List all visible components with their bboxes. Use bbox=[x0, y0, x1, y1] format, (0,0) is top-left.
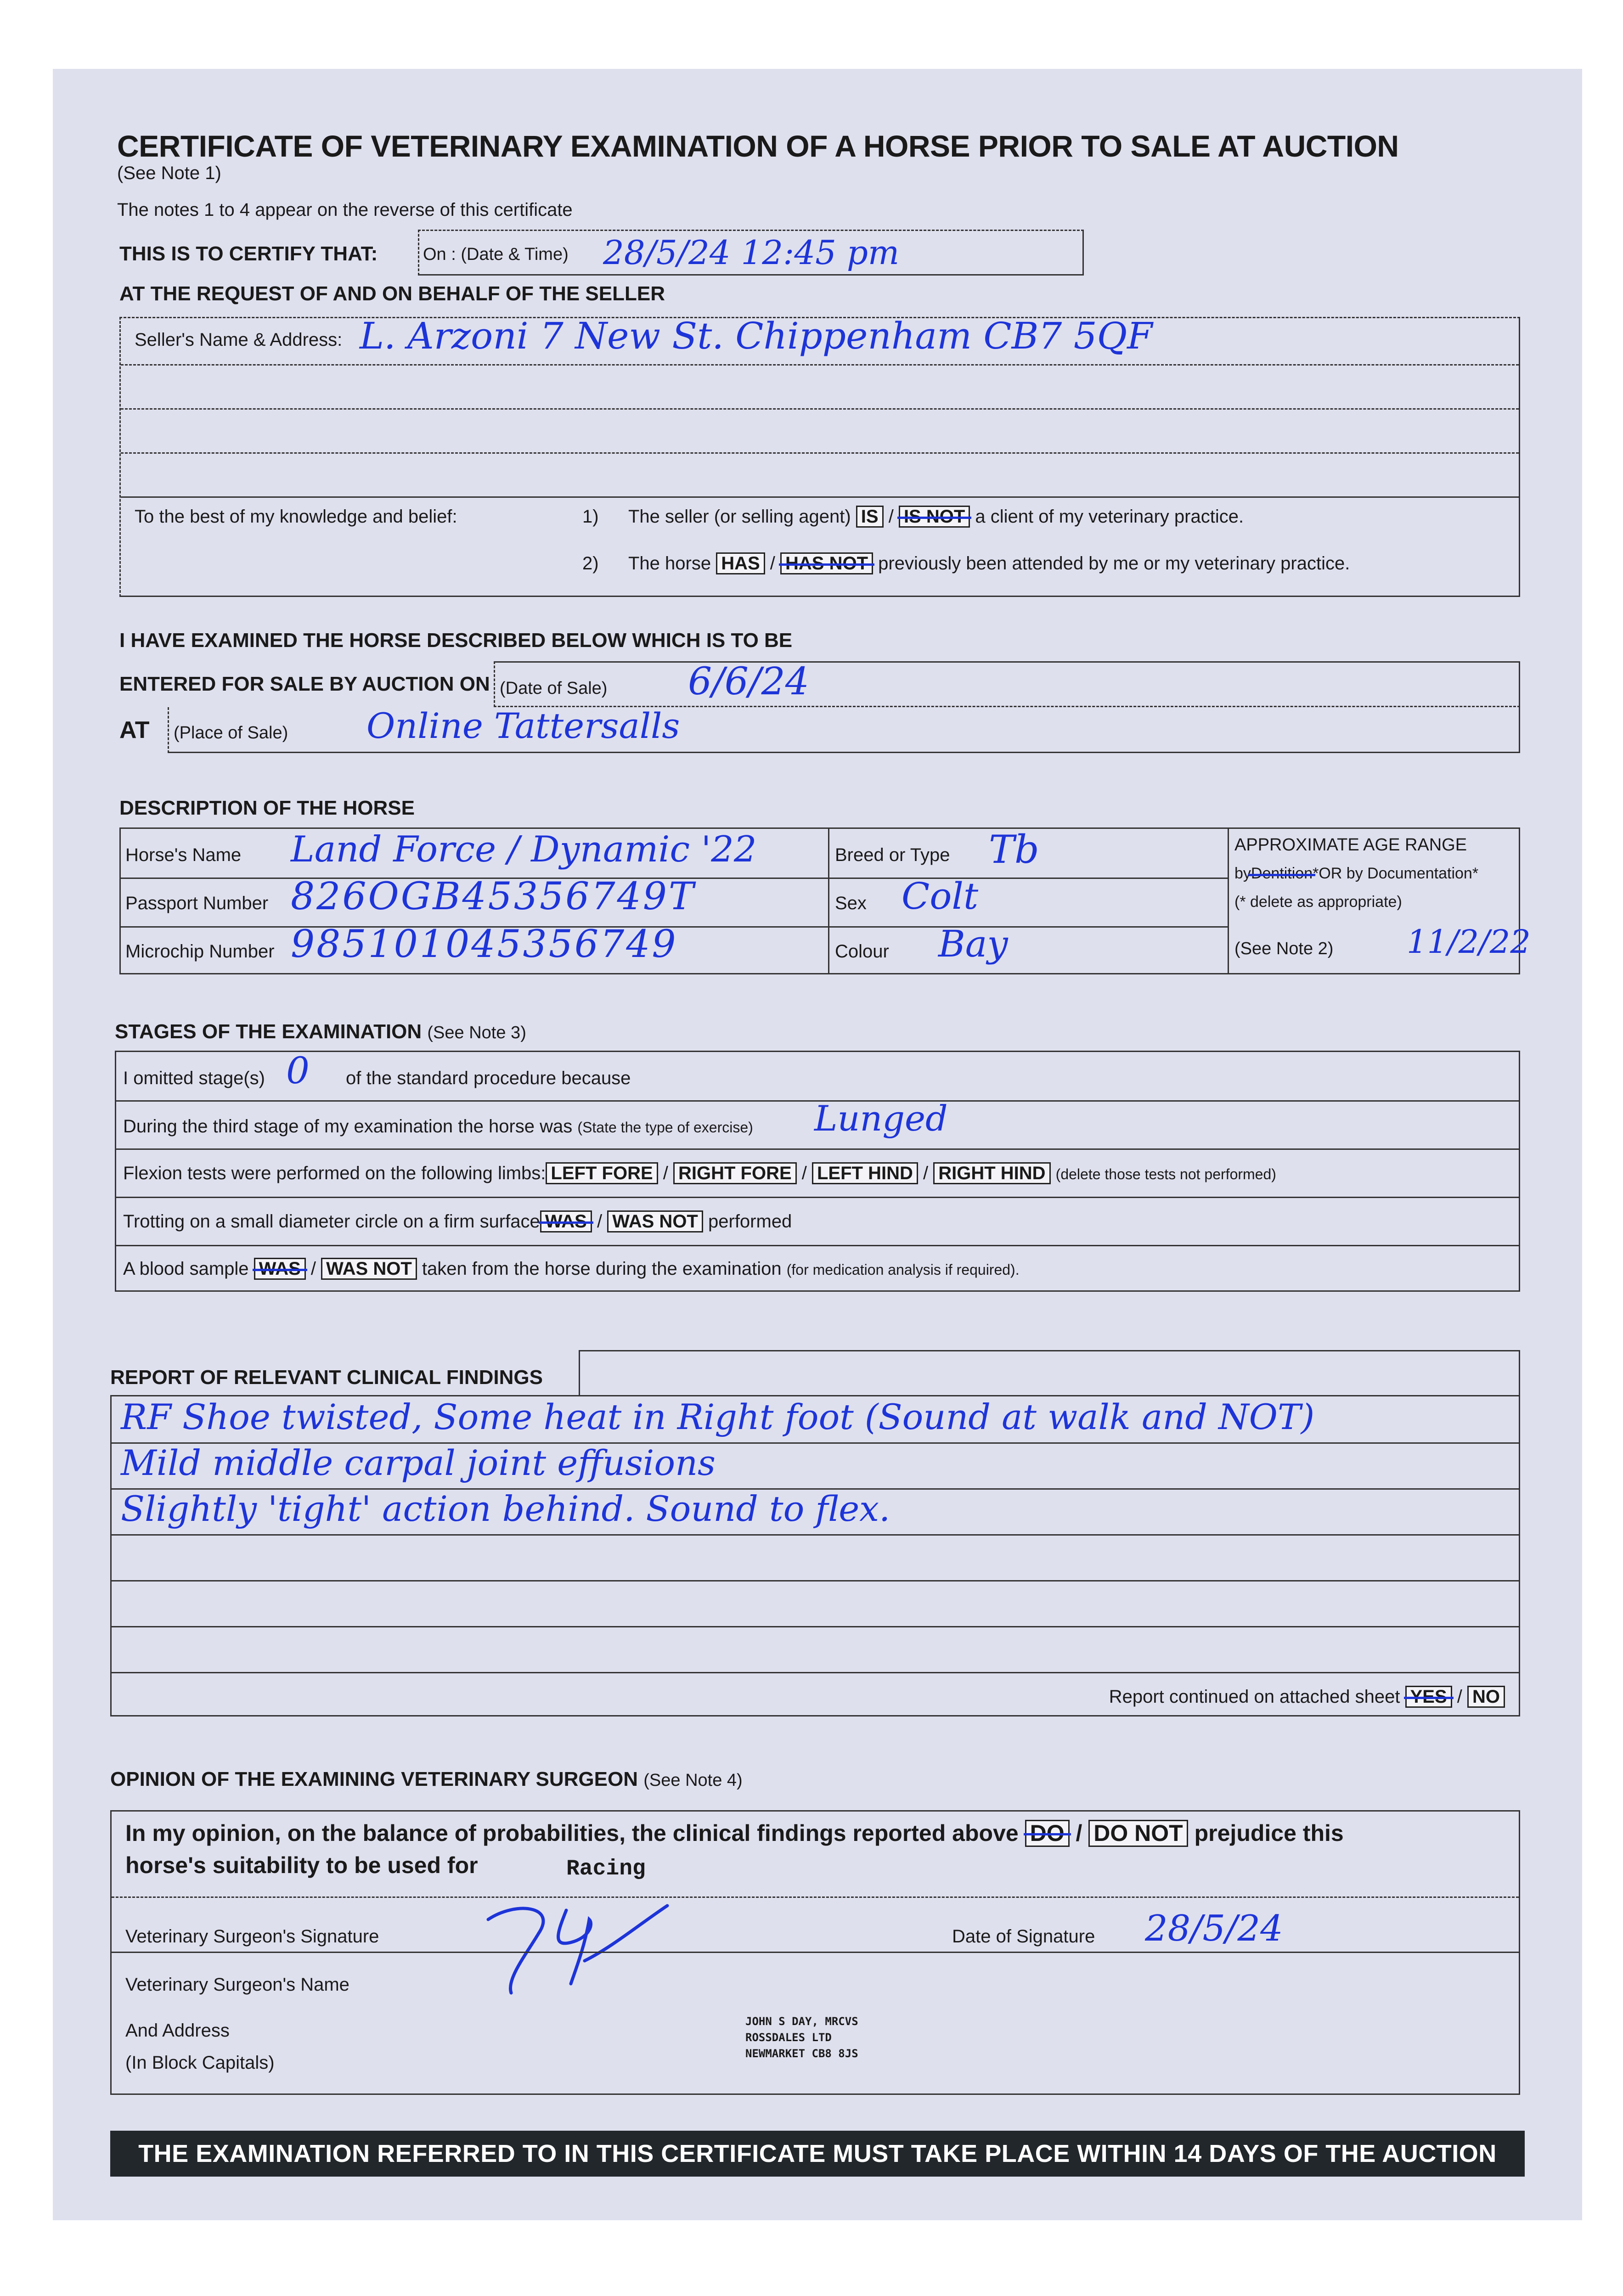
trotting-suffix: performed bbox=[708, 1211, 792, 1232]
stamp-line-3: NEWMARKET CB8 8JS bbox=[745, 2047, 858, 2060]
on-date-value: 28/5/24 12:45 pm bbox=[603, 233, 900, 272]
item2-number: 2) bbox=[582, 553, 599, 574]
flexion-right-hind[interactable]: RIGHT HIND bbox=[933, 1162, 1050, 1184]
age-see-note: (See Note 2) bbox=[1234, 939, 1334, 958]
certify-label: THIS IS TO CERTIFY THAT: bbox=[119, 242, 378, 265]
opinion-heading bbox=[110, 1768, 743, 1791]
opinion-text: In my opinion, on the balance of probabilities, the clinical findings reported above bbox=[125, 1820, 1019, 1846]
findings-area[interactable] bbox=[110, 1395, 1520, 1716]
item1-is-option[interactable]: IS bbox=[856, 506, 884, 528]
flexion-label: Flexion tests were performed on the following limbs: bbox=[123, 1163, 546, 1183]
passport-label: Passport Number bbox=[125, 893, 269, 913]
sex-value[interactable]: Colt bbox=[902, 875, 979, 917]
vet-address-stamp bbox=[745, 2014, 858, 2061]
sale-date-value: 6/6/24 bbox=[688, 660, 809, 703]
seller-line-4 bbox=[121, 496, 1519, 498]
sale-date-field[interactable] bbox=[494, 661, 1520, 707]
item1-suffix: a client of my veterinary practice. bbox=[975, 506, 1244, 527]
age-heading: APPROXIMATE AGE RANGE bbox=[1234, 835, 1467, 855]
finding-line-2: Mild middle carpal joint effusions bbox=[121, 1442, 716, 1483]
blood-row: A blood sample WAS / WAS NOT taken from the horse during the examination (for medication analysis if required). bbox=[123, 1259, 1020, 1279]
signature-image[interactable] bbox=[479, 1892, 672, 2002]
horse-name-value[interactable]: Land Force / Dynamic '22 bbox=[291, 829, 757, 870]
age-dentition-option[interactable]: Dentition bbox=[1251, 865, 1313, 882]
block-capitals-label: (In Block Capitals) bbox=[125, 2053, 275, 2073]
stamp-line-1: JOHN S DAY, MRCVS bbox=[745, 2015, 858, 2028]
sex-label: Sex bbox=[835, 893, 867, 913]
item2-has-option[interactable]: HAS bbox=[716, 552, 765, 574]
sale-date-label: (Date of Sale) bbox=[500, 679, 608, 698]
opinion-heading-note: (See Note 4) bbox=[643, 1771, 743, 1790]
stamp-line-2: ROSSDALES LTD bbox=[745, 2031, 832, 2044]
flexion-left-fore[interactable]: LEFT FORE bbox=[546, 1162, 658, 1184]
opinion-rule-2 bbox=[112, 1952, 1519, 1953]
third-stage-value[interactable]: Lunged bbox=[814, 1098, 948, 1139]
microchip-label: Microchip Number bbox=[125, 941, 275, 962]
opinion-suffix: prejudice this bbox=[1194, 1820, 1344, 1846]
see-note-1: (See Note 1) bbox=[117, 163, 221, 183]
blood-was-option[interactable]: WAS bbox=[254, 1258, 306, 1280]
continued-yes-option[interactable]: YES bbox=[1405, 1686, 1452, 1708]
age-delete-note: (* delete as appropriate) bbox=[1234, 893, 1402, 911]
age-by: by bbox=[1234, 865, 1251, 882]
findings-rule-4 bbox=[112, 1580, 1519, 1581]
description-divider-1 bbox=[828, 829, 829, 973]
flexion-left-hind[interactable]: LEFT HIND bbox=[812, 1162, 918, 1184]
opinion-line-2: horse's suitability to be used for bbox=[125, 1852, 478, 1878]
item2-suffix: previously been attended by me or my veterinary practice. bbox=[878, 553, 1350, 574]
stages-heading-text: STAGES OF THE EXAMINATION bbox=[115, 1020, 422, 1043]
signature-date-value[interactable]: 28/5/24 bbox=[1145, 1908, 1283, 1949]
age-documentation-option[interactable]: *OR by Documentation* bbox=[1313, 865, 1479, 882]
opinion-box bbox=[110, 1810, 1520, 2095]
seller-line-1 bbox=[121, 364, 1519, 366]
description-table bbox=[119, 827, 1531, 974]
footer-banner: THE EXAMINATION REFERRED TO IN THIS CERTIFICATE MUST TAKE PLACE WITHIN 14 DAYS OF THE AUCTION bbox=[110, 2131, 1525, 2177]
item2-has-not-option[interactable]: HAS NOT bbox=[780, 552, 873, 574]
findings-rule-6 bbox=[112, 1672, 1519, 1673]
entered-label: ENTERED FOR SALE BY AUCTION ON bbox=[119, 673, 490, 695]
opinion-rule-1 bbox=[112, 1896, 1519, 1898]
findings-heading-box bbox=[579, 1350, 1520, 1396]
age-value[interactable]: 11/2/22 bbox=[1407, 923, 1531, 961]
stages-rule-2 bbox=[116, 1148, 1519, 1150]
at-label: AT bbox=[119, 717, 150, 743]
continued-row: Report continued on attached sheet YES / NO bbox=[1109, 1686, 1505, 1708]
flexion-right-fore[interactable]: RIGHT FORE bbox=[673, 1162, 797, 1184]
findings-rule-5 bbox=[112, 1626, 1519, 1627]
flexion-row: Flexion tests were performed on the following limbs: LEFT FORE / RIGHT FORE / LEFT HIND / RIGHT HIND (delete those tests not performed) bbox=[123, 1163, 1276, 1183]
age-method-row bbox=[1234, 865, 1478, 883]
flexion-note: (delete those tests not performed) bbox=[1055, 1166, 1276, 1182]
opinion-line-1: In my opinion, on the balance of probabilities, the clinical findings reported above DO / DO NOT prejudice this bbox=[125, 1820, 1344, 1846]
item1-number: 1) bbox=[582, 506, 599, 527]
third-stage-note: (State the type of exercise) bbox=[577, 1119, 753, 1136]
description-divider-2 bbox=[1228, 829, 1229, 973]
examined-heading: I HAVE EXAMINED THE HORSE DESCRIBED BELOW WHICH IS TO BE bbox=[119, 629, 793, 652]
blood-note: (for medication analysis if required). bbox=[786, 1261, 1020, 1278]
item1-is-not-option[interactable]: IS NOT bbox=[899, 506, 970, 528]
address-label: And Address bbox=[125, 2020, 230, 2041]
omitted-value[interactable]: 0 bbox=[286, 1049, 310, 1092]
blood-label: A blood sample bbox=[123, 1259, 249, 1279]
continued-label: Report continued on attached sheet bbox=[1109, 1687, 1400, 1707]
trotting-was-not-option[interactable]: WAS NOT bbox=[607, 1210, 703, 1232]
place-label: (Place of Sale) bbox=[174, 723, 288, 743]
suitability-purpose[interactable]: Racing bbox=[566, 1857, 646, 1881]
seller-name-label: Seller's Name & Address: bbox=[135, 330, 343, 350]
signature-label: Veterinary Surgeon's Signature bbox=[125, 1926, 379, 1947]
blood-suffix: taken from the horse during the examination bbox=[422, 1259, 782, 1279]
seller-name-value[interactable]: L. Arzoni 7 New St. Chippenham CB7 5QF bbox=[360, 315, 1153, 357]
breed-value[interactable]: Tb bbox=[989, 827, 1039, 872]
omitted-label: I omitted stage(s) bbox=[123, 1068, 265, 1088]
knowledge-label: To the best of my knowledge and belief: bbox=[135, 506, 457, 527]
finding-line-3: Slightly 'tight' action behind. Sound to flex. bbox=[121, 1488, 890, 1529]
item2-row: The horse HAS / HAS NOT previously been attended by me or my veterinary practice. bbox=[628, 553, 1350, 574]
stages-rule-3 bbox=[116, 1197, 1519, 1198]
stages-rule-4 bbox=[116, 1245, 1519, 1246]
horse-name-label: Horse's Name bbox=[125, 845, 242, 865]
notes-line: The notes 1 to 4 appear on the reverse of this certificate bbox=[117, 200, 573, 220]
on-date-field[interactable] bbox=[418, 230, 1084, 276]
place-field[interactable] bbox=[168, 707, 1520, 753]
on-date-label: On : (Date & Time) bbox=[423, 245, 569, 264]
microchip-value[interactable]: 985101045356749 bbox=[291, 923, 678, 966]
opinion-do-not-option[interactable]: DO NOT bbox=[1088, 1820, 1188, 1847]
opinion-do-option[interactable]: DO bbox=[1025, 1820, 1070, 1847]
findings-heading: REPORT OF RELEVANT CLINICAL FINDINGS bbox=[110, 1366, 543, 1389]
omitted-reason: of the standard procedure because bbox=[346, 1068, 631, 1088]
third-stage-row bbox=[123, 1116, 753, 1137]
third-stage-label: During the third stage of my examination the horse was bbox=[123, 1116, 573, 1137]
item2-text: The horse bbox=[628, 553, 711, 574]
vet-name-label: Veterinary Surgeon's Name bbox=[125, 1975, 349, 1995]
passport-value[interactable]: 826OGB45356749T bbox=[291, 875, 696, 918]
blood-was-not-option[interactable]: WAS NOT bbox=[321, 1258, 417, 1280]
certificate-sheet bbox=[53, 69, 1582, 2220]
request-heading: AT THE REQUEST OF AND ON BEHALF OF THE SELLER bbox=[119, 282, 665, 305]
stages-heading-note: (See Note 3) bbox=[427, 1023, 526, 1042]
colour-label: Colour bbox=[835, 941, 889, 962]
seller-line-3 bbox=[121, 452, 1519, 454]
trotting-row: Trotting on a small diameter circle on a firm surface WAS / WAS NOT performed bbox=[123, 1211, 792, 1232]
findings-rule-3 bbox=[112, 1534, 1519, 1536]
continued-no-option[interactable]: NO bbox=[1467, 1686, 1505, 1708]
trotting-was-option[interactable]: WAS bbox=[540, 1210, 592, 1232]
opinion-heading-text: OPINION OF THE EXAMINING VETERINARY SURGEON bbox=[110, 1768, 638, 1790]
item1-row: The seller (or selling agent) IS / IS NOT a client of my veterinary practice. bbox=[628, 506, 1244, 527]
breed-label: Breed or Type bbox=[835, 845, 950, 865]
stages-heading bbox=[115, 1020, 526, 1043]
colour-value[interactable]: Bay bbox=[938, 923, 1008, 965]
item1-text: The seller (or selling agent) bbox=[628, 506, 851, 527]
finding-line-1: RF Shoe twisted, Some heat in Right foot (Sound at walk and NOT) bbox=[121, 1396, 1315, 1437]
page-title: CERTIFICATE OF VETERINARY EXAMINATION OF A HORSE PRIOR TO SALE AT AUCTION bbox=[117, 129, 1399, 163]
seller-section bbox=[119, 317, 1520, 597]
description-heading: DESCRIPTION OF THE HORSE bbox=[119, 797, 415, 819]
signature-date-label: Date of Signature bbox=[952, 1926, 1095, 1947]
seller-line-2 bbox=[121, 408, 1519, 410]
trotting-label: Trotting on a small diameter circle on a firm surface bbox=[123, 1211, 540, 1232]
stages-table bbox=[115, 1051, 1520, 1292]
place-value: Online Tattersalls bbox=[366, 705, 680, 746]
